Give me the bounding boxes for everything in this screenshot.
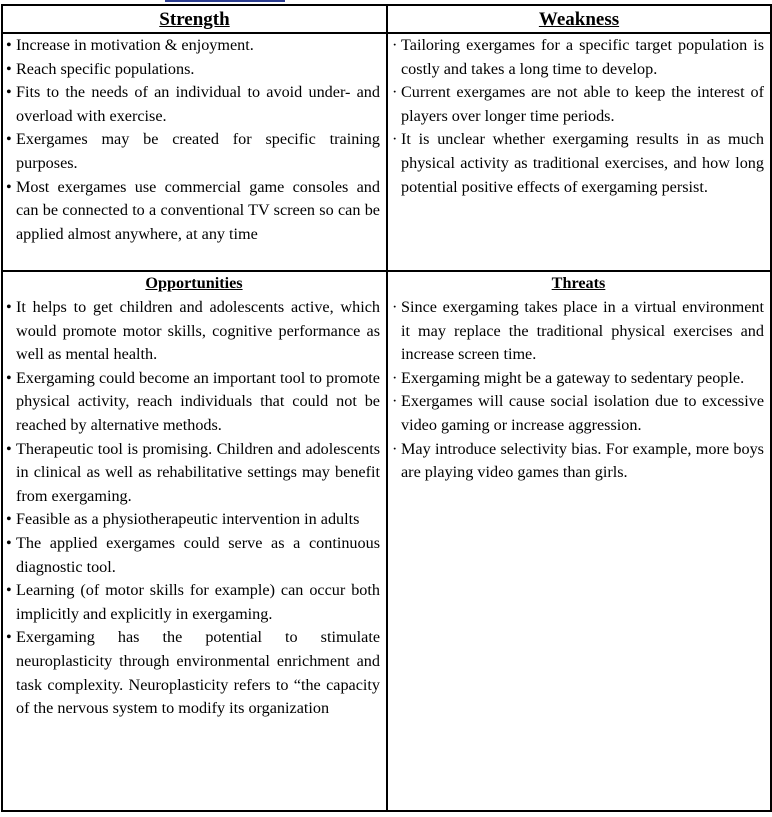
threat-item: · Since exergaming takes place in a virtual environment it may replace the traditional physical exercises and increase screen time.	[393, 296, 764, 367]
opportunity-item: • The applied exergames could serve as a continuous diagnostic tool.	[8, 532, 380, 579]
weakness-item: · Tailoring exergames for a specific target population is costly and takes a long time to develop.	[393, 34, 764, 81]
header-underline-fragment	[165, 0, 285, 2]
strength-item: • Increase in motivation & enjoyment.	[8, 34, 380, 58]
opportunity-item: • Therapeutic tool is promising. Children and adolescents in clinical as well as rehabilitative settings may benefit from exergaming.	[8, 438, 380, 509]
weakness-item: · It is unclear whether exergaming results in as much physical activity as traditional exercises, and how long potential positive effects of exergaming persist.	[393, 128, 764, 199]
opportunities-heading: Opportunities	[145, 274, 243, 292]
opportunity-threat-row	[2, 271, 771, 811]
opportunities-cell	[2, 271, 387, 811]
strength-list	[8, 34, 380, 246]
weakness-list	[393, 34, 764, 199]
threat-item: · Exergames will cause social isolation due to excessive video gaming or increase aggression.	[393, 390, 764, 437]
threats-cell	[387, 271, 771, 811]
opportunity-item: • Exergaming has the potential to stimulate neuroplasticity through environmental enrichment and task complexity. Neuroplasticity refers to “the capacity of the nervous system to modify its organization	[8, 626, 380, 720]
threat-item: · Exergaming might be a gateway to sedentary people.	[393, 367, 764, 391]
threat-item: · May introduce selectivity bias. For example, more boys are playing video games than girls.	[393, 438, 764, 485]
weakness-item: · Current exergames are not able to keep the interest of players over longer time periods.	[393, 81, 764, 128]
opportunity-item: • Learning (of motor skills for example) can occur both implicitly and explicitly in exergaming.	[8, 579, 380, 626]
threats-list	[393, 296, 764, 485]
weakness-cell	[387, 33, 771, 271]
opportunity-item: • Feasible as a physiotherapeutic intervention in adults	[8, 508, 380, 532]
opportunity-item: • Exergaming could become an important tool to promote physical activity, reach individuals that could not be reached by alternative methods.	[8, 367, 380, 438]
threats-heading: Threats	[551, 274, 606, 292]
opportunity-item: • It helps to get children and adolescents active, which would promote motor skills, cognitive performance as well as mental health.	[8, 296, 380, 367]
strength-item: • Fits to the needs of an individual to avoid under- and overload with exercise.	[8, 81, 380, 128]
strength-item: • Reach specific populations.	[8, 58, 380, 82]
strength-weakness-row	[2, 33, 771, 271]
header-row	[2, 5, 771, 33]
opportunities-list	[8, 296, 380, 721]
weakness-heading: Weakness	[387, 5, 771, 33]
strength-item: • Most exergames use commercial game consoles and can be connected to a conventional TV screen so can be applied almost anywhere, at any time	[8, 176, 380, 247]
strength-heading: Strength	[2, 5, 387, 33]
swot-table	[1, 4, 772, 812]
strength-item: • Exergames may be created for specific training purposes.	[8, 128, 380, 175]
strength-cell	[2, 33, 387, 271]
